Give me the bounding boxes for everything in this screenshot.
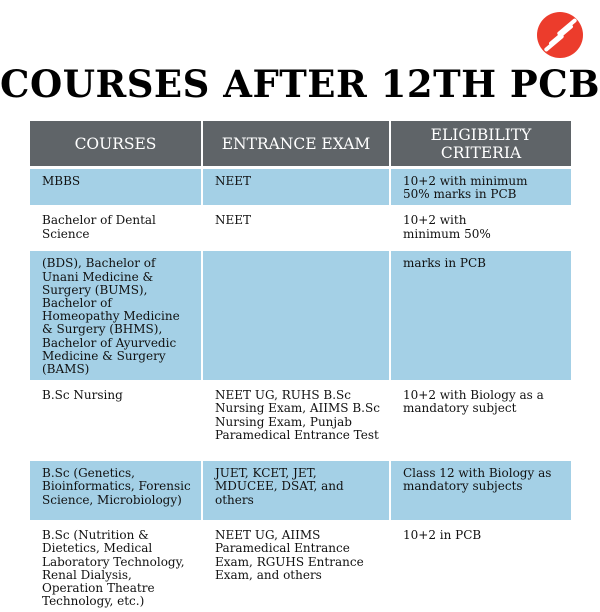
course-cell: B.Sc (Genetics, Bioinformatics, Forensic Science, Microbiology) bbox=[30, 460, 202, 522]
eligibility-cell: 10+2 with minimum 50% bbox=[390, 207, 571, 250]
table-row bbox=[30, 250, 571, 382]
course-cell: MBBS bbox=[30, 168, 202, 207]
eligibility-cell: Class 12 with Biology as mandatory subjects bbox=[390, 460, 571, 522]
table-row bbox=[30, 522, 571, 612]
exam-cell: NEET UG, RUHS B.Sc Nursing Exam, AIIMS B.Sc Nursing Exam, Punjab Paramedical Entrance Test bbox=[202, 382, 390, 460]
exam-cell bbox=[202, 250, 390, 382]
table-header-row bbox=[30, 121, 571, 168]
page-title: COURSES AFTER 12TH PCB bbox=[0, 62, 600, 106]
exam-cell: JUET, KCET, JET, MDUCEE, DSAT, and others bbox=[202, 460, 390, 522]
exam-cell: NEET bbox=[202, 207, 390, 250]
eligibility-cell: 10+2 in PCB bbox=[390, 522, 571, 612]
table-row bbox=[30, 460, 571, 522]
table-row bbox=[30, 382, 571, 460]
brand-logo-icon bbox=[537, 12, 583, 58]
course-cell: Bachelor of Dental Science bbox=[30, 207, 202, 250]
course-cell: (BDS), Bachelor of Unani Medicine & Surgery (BUMS), Bachelor of Homeopathy Medicine & Surgery (BHMS), Bachelor of Ayurvedic Medicine & Surgery (BAMS) bbox=[30, 250, 202, 382]
eligibility-cell: 10+2 with minimum 50% marks in PCB bbox=[390, 168, 571, 207]
exam-cell: NEET bbox=[202, 168, 390, 207]
table-row bbox=[30, 207, 571, 250]
course-cell: B.Sc Nursing bbox=[30, 382, 202, 460]
table-row bbox=[30, 168, 571, 207]
courses-table bbox=[30, 121, 571, 612]
eligibility-cell: marks in PCB bbox=[390, 250, 571, 382]
eligibility-cell: 10+2 with Biology as a mandatory subject bbox=[390, 382, 571, 460]
course-cell: B.Sc (Nutrition & Dietetics, Medical Laboratory Technology, Renal Dialysis, Operation Theatre Technology, etc.) bbox=[30, 522, 202, 612]
exam-cell: NEET UG, AIIMS Paramedical Entrance Exam, RGUHS Entrance Exam, and others bbox=[202, 522, 390, 612]
header-courses: COURSES bbox=[30, 121, 202, 168]
header-entrance-exam: ENTRANCE EXAM bbox=[202, 121, 390, 168]
header-eligibility: ELIGIBILITY CRITERIA bbox=[390, 121, 571, 168]
